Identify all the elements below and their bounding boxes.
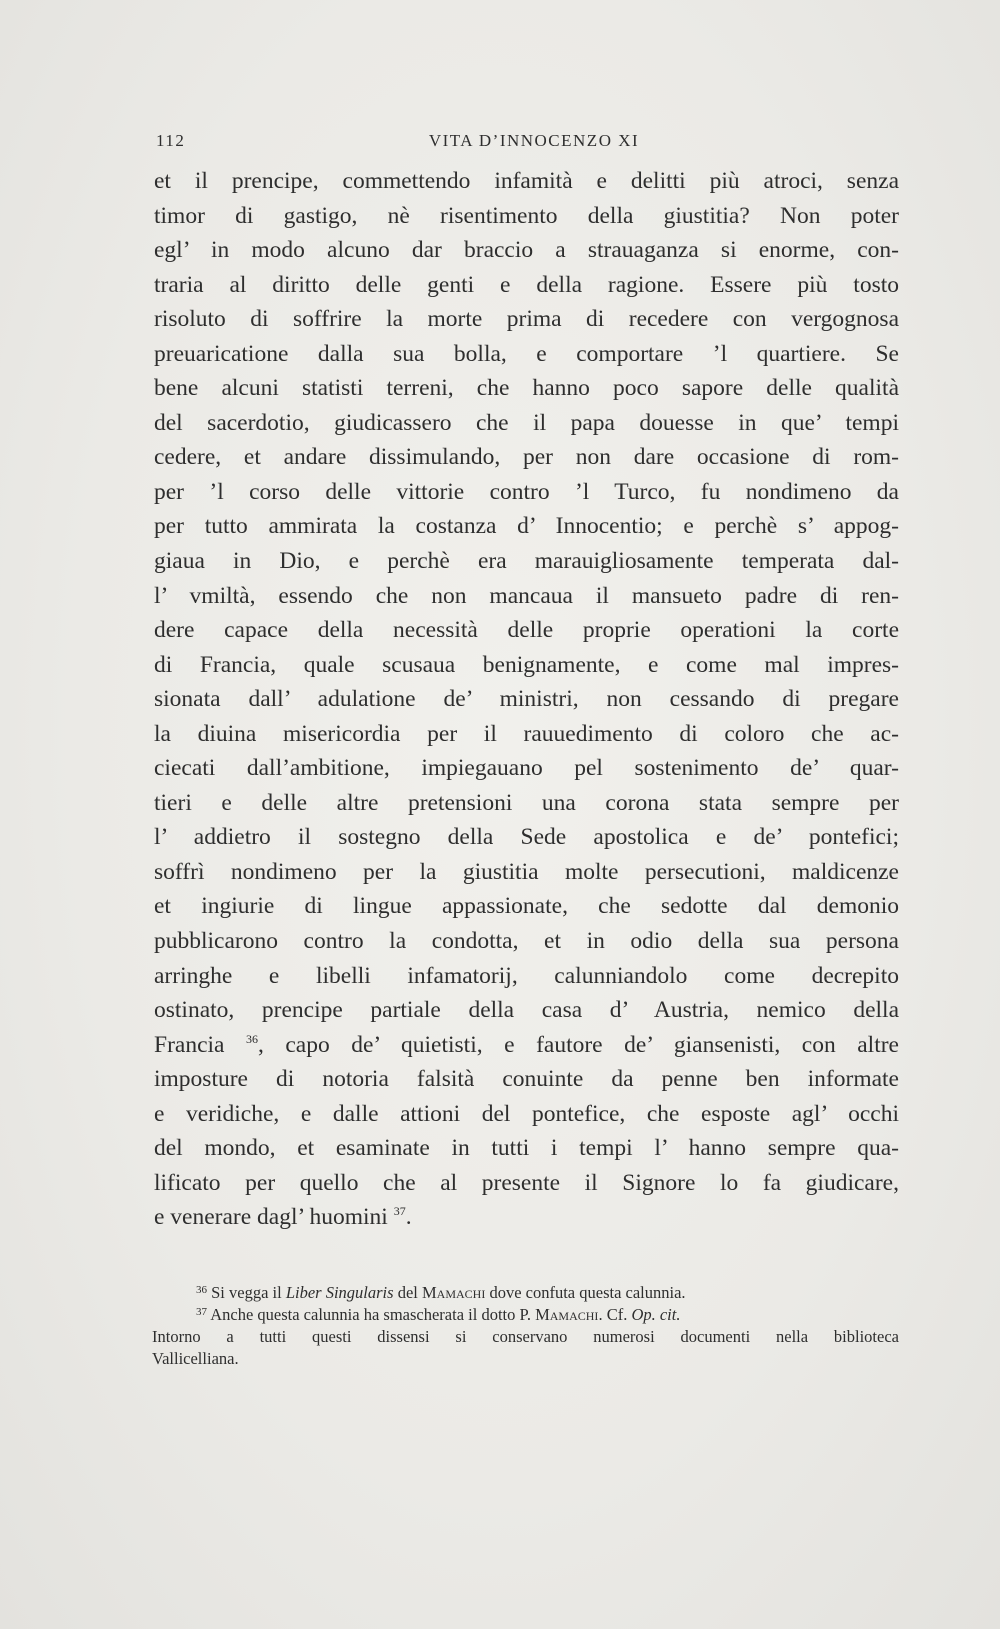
text-line: per ’l corso delle vittorie contro ’l Turco, fu nondimeno da — [154, 478, 899, 505]
text-line: pubblicarono contro la condotta, et in odio della sua persona — [154, 928, 899, 955]
footnotes — [152, 1282, 899, 1370]
text-line: egl’ in modo alcuno dar braccio a strauaganza si enorme, con- — [154, 237, 899, 264]
text-line: l’ vmiltà, essendo che non mancaua il mansueto padre di ren- — [154, 582, 899, 609]
text-segment: Francia — [154, 1031, 225, 1058]
text-line — [154, 1200, 899, 1235]
footnote-37 — [152, 1304, 899, 1326]
text-line: di Francia, quale scusaua benignamente, e come mal impres- — [154, 651, 899, 678]
text-line: tieri e delle altre pretensioni una corona stata sempre per — [154, 789, 899, 816]
footnote-37-line-2: Intorno a tutti questi dissensi si conservano numerosi documenti nella biblioteca — [152, 1327, 899, 1346]
footnote-text: dove confuta questa calunnia. — [485, 1283, 686, 1302]
footnote-number: 37 — [196, 1306, 207, 1318]
text-line: la diuina misericordia per il rauuedimento di coloro che ac- — [154, 720, 899, 747]
text-line: imposture di notoria falsità conuinte da penne ben informate — [154, 1066, 899, 1093]
footnote-text: del — [393, 1283, 422, 1302]
text-line: e veridiche, e dalle attioni del pontefice, che esposte agl’ occhi — [154, 1100, 899, 1127]
text-segment: . — [405, 1204, 412, 1231]
text-line: del sacerdotio, giudicassero che il papa douesse in que’ tempi — [154, 409, 899, 436]
page-number: 112 — [156, 131, 186, 150]
footnote-ref-37: 37 — [393, 1204, 406, 1219]
footnote-number: 36 — [196, 1284, 207, 1296]
text-line: timor di gastigo, nè risentimento della giustitia? Non poter — [154, 202, 899, 229]
text-line: et il prencipe, commettendo infamità e delitti più atroci, senza — [154, 168, 899, 194]
text-line: arringhe e libelli infamatorij, calunniandolo come decrepito — [154, 962, 899, 989]
footnote-text: Si vegga il — [211, 1283, 286, 1302]
text-line: sionata dall’ adulatione de’ ministri, non cessando di pregare — [154, 686, 899, 713]
footnote-36 — [152, 1282, 899, 1304]
footnote-37-line-3: Vallicelliana. — [152, 1349, 239, 1368]
text-line: ciecati dall’ambitione, impiegauano pel sostenimento de’ quar- — [154, 755, 899, 782]
footnote-citation: Op. cit. — [631, 1305, 681, 1324]
text-line: bene alcuni statisti terreni, che hanno poco sapore delle qualità — [154, 375, 899, 402]
text-line — [154, 1028, 899, 1063]
text-line: del mondo, et esaminate in tutti i tempi l’ hanno sempre qua- — [154, 1135, 899, 1162]
footnote-author: Mamachi — [421, 1283, 486, 1302]
footnote-text: Anche questa calunnia ha smascherata il dotto P. — [210, 1305, 536, 1324]
page-header — [156, 131, 900, 155]
main-text — [154, 164, 899, 1235]
text-line: risoluto di soffrire la morte prima di recedere con vergognosa — [154, 306, 899, 333]
text-line: et ingiurie di lingue appassionate, che sedotte dal demonio — [154, 893, 899, 920]
text-segment: , capo de’ quietisti, e fautore de’ giansenisti, con altre — [257, 1031, 899, 1058]
footnote-text: . Cf. — [598, 1305, 632, 1324]
running-title: VITA D’INNOCENZO XI — [428, 131, 640, 150]
footnote-author: Mamachi — [535, 1305, 599, 1324]
text-line: soffrì nondimeno per la giustitia molte persecutioni, maldicenze — [154, 858, 899, 885]
text-line: per tutto ammirata la costanza d’ Innocentio; e perchè s’ appog- — [154, 513, 899, 540]
text-line: preuaricatione dalla sua bolla, e comportare ’l quartiere. Se — [154, 340, 899, 367]
text-line: traria al diritto delle genti e della ragione. Essere più tosto — [154, 271, 899, 298]
text-line: cedere, et andare dissimulando, per non dare occasione di rom- — [154, 444, 899, 471]
text-segment: e venerare dagl’ huomini — [154, 1204, 388, 1231]
text-line: giaua in Dio, e perchè era marauigliosamente temperata dal- — [154, 548, 899, 575]
footnote-title: Liber Singularis — [285, 1283, 394, 1302]
text-line: dere capace della necessità delle proprie operationi la corte — [154, 617, 899, 644]
text-line: lificato per quello che al presente il Signore lo fa giudicare, — [154, 1169, 899, 1196]
text-line: l’ addietro il sostegno della Sede apostolica e de’ pontefici; — [154, 824, 899, 851]
text-line: ostinato, prencipe partiale della casa d’ Austria, nemico della — [154, 997, 899, 1024]
footnote-ref-36: 36 — [245, 1031, 258, 1046]
